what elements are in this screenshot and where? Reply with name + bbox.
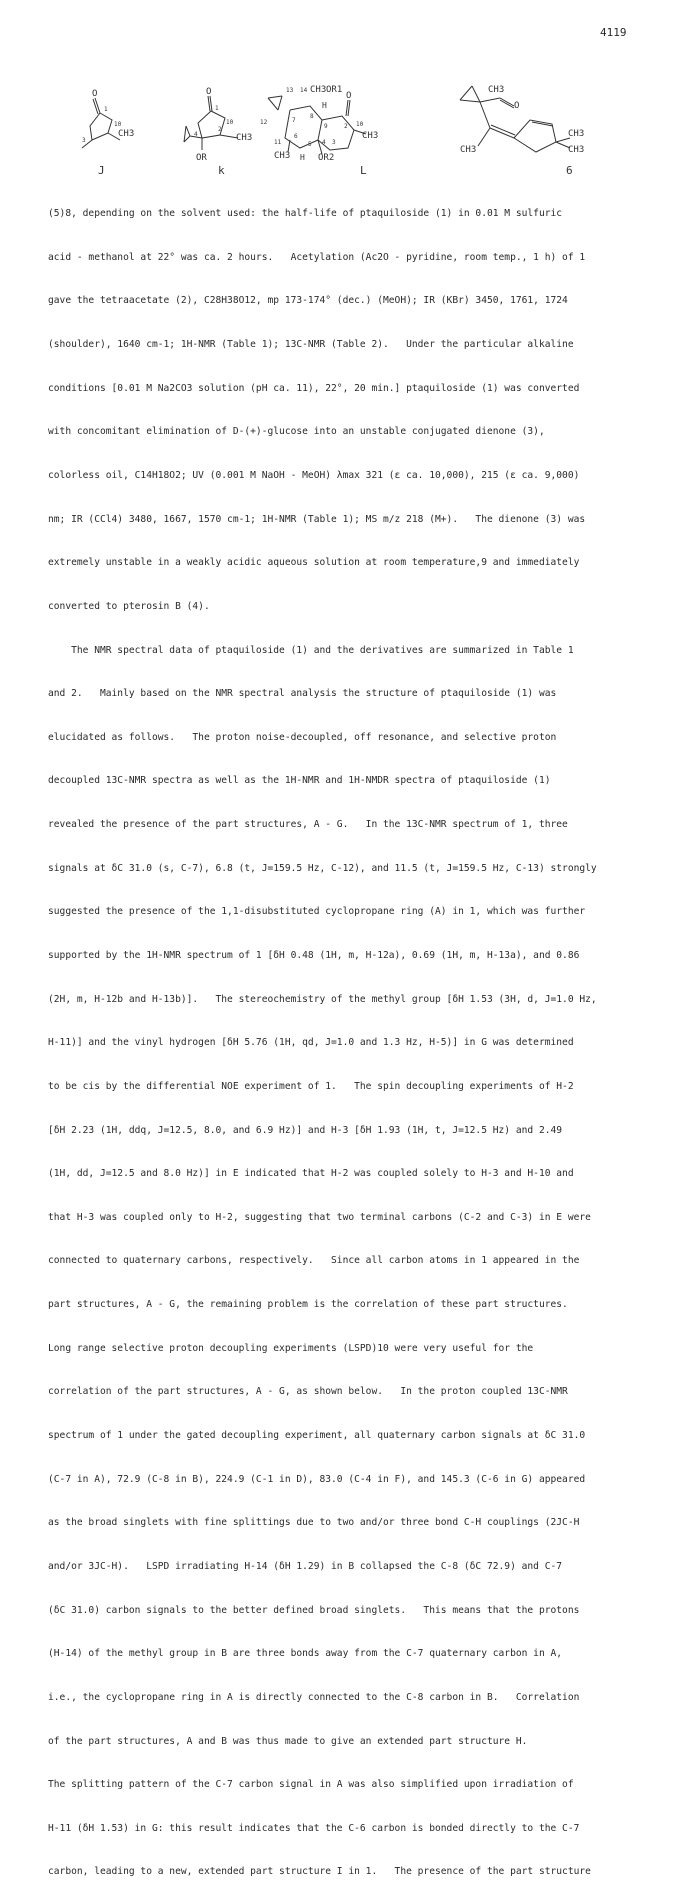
atom-label: CH3 bbox=[568, 145, 585, 155]
text-line: supported by the 1H-NMR spectrum of 1 [δH 0.48 (1H, m, H-12a), 0.69 (1H, m, H-13a), and 0.86 bbox=[48, 949, 580, 961]
text-line: acid - methanol at 22° was ca. 2 hours. Acetylation (Ac2O - pyridine, room temp., 1 h) of 1 bbox=[48, 251, 586, 263]
atom-label: CH3 bbox=[568, 129, 585, 139]
atom-label: CH3 bbox=[362, 131, 379, 141]
chemical-structures-figure bbox=[60, 78, 620, 178]
atom-label: CH3 bbox=[310, 85, 327, 95]
atom-label: 5 bbox=[308, 141, 312, 148]
structure-label-6: 6 bbox=[566, 164, 573, 177]
atom-label: CH3 bbox=[460, 145, 477, 155]
text-line: nm; IR (CCl4) 3480, 1667, 1570 cm-1; 1H-NMR (Table 1); MS m/z 218 (M+). The dienone (3) was bbox=[48, 513, 586, 525]
text-line: carbon, leading to a new, extended part structure I in 1. The presence of the part structure bbox=[48, 1866, 591, 1878]
page-number: 4119 bbox=[600, 26, 627, 39]
text-line: elucidated as follows. The proton noise-decoupled, off resonance, and selective proton bbox=[48, 731, 557, 743]
text-line: The NMR spectral data of ptaquiloside (1) and the derivatives are summarized in Table 1 bbox=[48, 644, 574, 656]
text-line: (1H, dd, J=12.5 and 8.0 Hz)] in E indicated that H-2 was coupled solely to H-3 and H-10 and bbox=[48, 1168, 574, 1180]
atom-label: OR2 bbox=[318, 153, 335, 163]
text-line: and/or 3JC-H). LSPD irradiating H-14 (δH 1.29) in B collapsed the C-8 (δC 72.9) and C-7 bbox=[48, 1560, 563, 1572]
text-line: correlation of the part structures, A - G, as shown below. In the proton coupled 13C-NMR bbox=[48, 1386, 568, 1398]
text-line: spectrum of 1 under the gated decoupling experiment, all quaternary carbon signals at δC 31.0 bbox=[48, 1430, 586, 1442]
text-line: of the part structures, A and B was thus made to give an extended part structure H. bbox=[48, 1735, 528, 1747]
atom-label: OR bbox=[196, 153, 207, 163]
text-line: (5)8, depending on the solvent used: the half-life of ptaquiloside (1) in 0.01 M sulfuric bbox=[48, 208, 563, 220]
atom-label: CH3 bbox=[236, 133, 253, 143]
text-line: H-11)] and the vinyl hydrogen [δH 5.76 (1H, qd, J=1.0 and 1.3 Hz, H-5)] in G was determined bbox=[48, 1037, 574, 1049]
text-line: with concomitant elimination of D-(+)-glucose into an unstable conjugated dienone (3), bbox=[48, 426, 545, 438]
structure-6-drawing bbox=[460, 86, 570, 152]
text-line: as the broad singlets with fine splittings due to two and/or three bond C-H couplings (2JC-H bbox=[48, 1517, 580, 1529]
atom-label: 10 bbox=[226, 119, 234, 126]
atom-label: 2 bbox=[344, 123, 348, 130]
atom-label: 2 bbox=[218, 126, 222, 133]
text-line: signals at δC 31.0 (s, C-7), 6.8 (t, J=159.5 Hz, C-12), and 11.5 (t, J=159.5 Hz, C-13) strongly bbox=[48, 862, 597, 874]
atom-label: CH3 bbox=[274, 151, 291, 161]
atom-label: 12 bbox=[260, 119, 268, 126]
atom-label: OR1 bbox=[326, 85, 343, 95]
atom-label: CH3 bbox=[118, 129, 135, 139]
atom-label: 8 bbox=[310, 113, 314, 120]
structure-label-l: L bbox=[360, 164, 367, 177]
atom-label: O bbox=[206, 87, 212, 97]
atom-label: 9 bbox=[324, 123, 328, 130]
text-line: (2H, m, H-12b and H-13b)]. The stereochemistry of the methyl group [δH 1.53 (3H, d, J=1.0 Hz, bbox=[48, 993, 597, 1005]
text-line: connected to quaternary carbons, respectively. Since all carbon atoms in 1 appeared in the bbox=[48, 1255, 580, 1267]
atom-label: 13 bbox=[286, 87, 294, 94]
atom-label: 11 bbox=[274, 139, 282, 146]
text-line: (δC 31.0) carbon signals to the better defined broad singlets. This means that the protons bbox=[48, 1604, 580, 1616]
text-line: decoupled 13C-NMR spectra as well as the 1H-NMR and 1H-NMDR spectra of ptaquiloside (1) bbox=[48, 775, 551, 787]
atom-label: 1 bbox=[104, 106, 108, 113]
text-line: extremely unstable in a weakly acidic aqueous solution at room temperature,9 and immediately bbox=[48, 557, 580, 569]
atom-label: CH3 bbox=[488, 85, 505, 95]
structure-label-k: k bbox=[218, 164, 225, 177]
atom-label: 6 bbox=[294, 133, 298, 140]
text-line: part structures, A - G, the remaining problem is the correlation of these part structures. bbox=[48, 1299, 568, 1311]
text-line: (H-14) of the methyl group in B are three bonds away from the C-7 quaternary carbon in A, bbox=[48, 1648, 563, 1660]
text-line: The splitting pattern of the C-7 carbon signal in A was also simplified upon irradiation of bbox=[48, 1779, 574, 1791]
atom-label: 14 bbox=[300, 87, 308, 94]
text-line: Long range selective proton decoupling experiments (LSPD)10 were very useful for the bbox=[48, 1342, 534, 1354]
atom-label: O bbox=[346, 91, 352, 101]
text-line: i.e., the cyclopropane ring in A is directly connected to the C-8 carbon in B. Correlation bbox=[48, 1691, 580, 1703]
structure-label-j: J bbox=[98, 164, 105, 177]
text-line: revealed the presence of the part structures, A - G. In the 13C-NMR spectrum of 1, three bbox=[48, 819, 568, 831]
text-line: H-11 (δH 1.53) in G: this result indicates that the C-6 carbon is bonded directly to the C-7 bbox=[48, 1822, 580, 1834]
atom-label: 3 bbox=[332, 139, 336, 146]
atom-label: H bbox=[322, 101, 327, 110]
text-line: (shoulder), 1640 cm-1; 1H-NMR (Table 1); 13C-NMR (Table 2). Under the particular alkaline bbox=[48, 339, 574, 351]
atom-label: O bbox=[92, 89, 98, 99]
text-line: converted to pterosin B (4). bbox=[48, 600, 210, 612]
atom-label: O bbox=[514, 101, 520, 111]
text-line: gave the tetraacetate (2), C28H38O12, mp 173-174° (dec.) (MeOH); IR (KBr) 3450, 1761, 1724 bbox=[48, 295, 568, 307]
text-line: that H-3 was coupled only to H-2, suggesting that two terminal carbons (C-2 and C-3) in E were bbox=[48, 1211, 591, 1223]
atom-label: 4 bbox=[322, 139, 326, 146]
paper-body-text bbox=[48, 178, 638, 1895]
text-line: suggested the presence of the 1,1-disubstituted cyclopropane ring (A) in 1, which was further bbox=[48, 906, 586, 918]
atom-label: 3 bbox=[82, 137, 86, 144]
text-line: to be cis by the differential NOE experiment of 1. The spin decoupling experiments of H-2 bbox=[48, 1080, 574, 1092]
text-line: (C-7 in A), 72.9 (C-8 in B), 224.9 (C-1 in D), 83.0 (C-4 in F), and 145.3 (C-6 in G) appeared bbox=[48, 1473, 586, 1485]
atom-label: 10 bbox=[114, 121, 122, 128]
atom-label: 4 bbox=[194, 131, 198, 138]
text-line: [δH 2.23 (1H, ddq, J=12.5, 8.0, and 6.9 Hz)] and H-3 [δH 1.93 (1H, t, J=12.5 Hz) and 2.49 bbox=[48, 1124, 563, 1136]
atom-label: H bbox=[300, 153, 305, 162]
text-line: conditions [0.01 M Na2CO3 solution (pH ca. 11), 22°, 20 min.] ptaquiloside (1) was converted bbox=[48, 382, 580, 394]
text-line: colorless oil, C14H18O2; UV (0.001 M NaOH - MeOH) λmax 321 (ε ca. 10,000), 215 (ε ca. 9,000) bbox=[48, 469, 580, 481]
atom-label: 1 bbox=[215, 105, 219, 112]
text-line: and 2. Mainly based on the NMR spectral analysis the structure of ptaquiloside (1) was bbox=[48, 688, 557, 700]
structure-l-drawing bbox=[268, 96, 366, 154]
atom-label: 10 bbox=[356, 121, 364, 128]
atom-label: 7 bbox=[292, 117, 296, 124]
